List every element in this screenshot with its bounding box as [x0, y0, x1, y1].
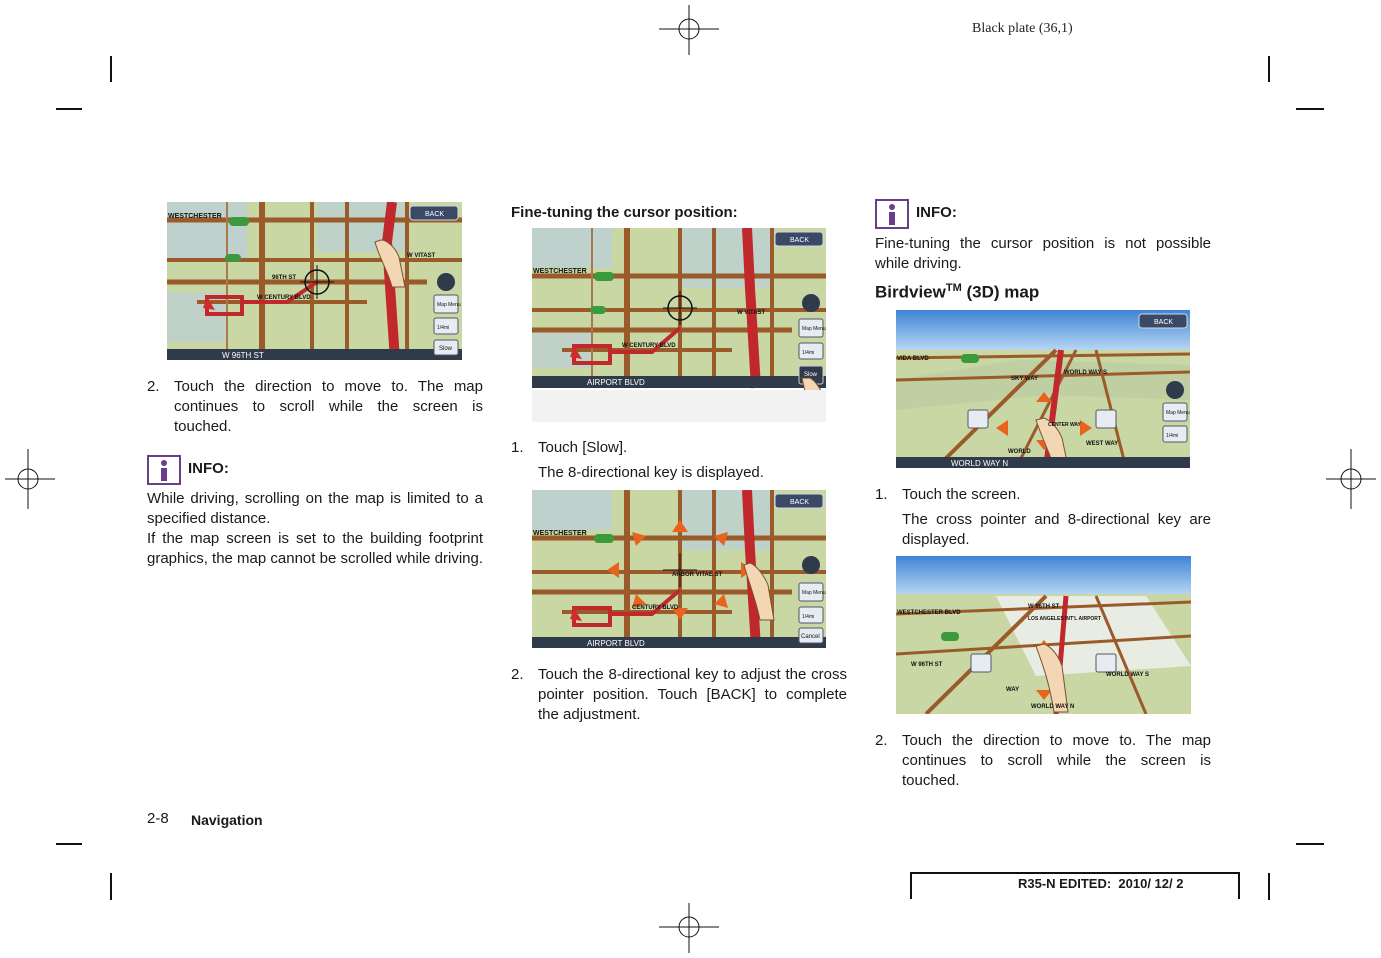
map-bottom-street: AIRPORT BLVD [587, 378, 645, 387]
map-scale-button: 1/4mi [1166, 433, 1179, 439]
map-bottom-street: WORLD WAY N [951, 459, 1009, 468]
map-bottom-street: AIRPORT BLVD [587, 639, 645, 648]
map-back-button: BACK [790, 499, 810, 506]
map-menu-button: Map Menu [1166, 410, 1190, 416]
step-text: Touch the direction to move to. The map continues to scroll while the screen is touched. [174, 378, 483, 435]
map-label-b: W 96TH ST [1028, 604, 1060, 610]
map-screenshot-slow [532, 228, 826, 422]
map-label-f: WAY [1006, 687, 1020, 693]
section-title-main: Birdview [875, 282, 946, 302]
footer-section: Navigation [191, 812, 263, 828]
step-2-birdview [875, 731, 1211, 793]
registration-mark-right [1321, 449, 1381, 509]
map-slow-button: Slow [439, 346, 453, 352]
map-label-a: VIDA BLVD [897, 356, 929, 362]
registration-mark-bottom [659, 898, 719, 958]
map-slow-button: Slow [804, 372, 818, 378]
map-label-westchester: WESTCHESTER [533, 530, 587, 537]
map-menu-button: Map Menu [802, 326, 826, 332]
info-text-2: If the map screen is set to the building footprint graphics, the map cannot be scrolled while driving. [147, 530, 484, 567]
step-text: Touch [Slow]. [538, 439, 628, 456]
step-text: Touch the 8-directional key to adjust the cross pointer position. Touch [BACK] to complete the adjustment. [538, 666, 847, 723]
step-number: 2. [147, 378, 160, 395]
map-scale-button: 1/4mi [802, 350, 815, 356]
step-number: 1. [875, 486, 888, 503]
map-scale-button: 1/4mi [802, 614, 815, 620]
map-label-a: WESTCHESTER BLVD [897, 610, 961, 616]
step-2-adjust [511, 665, 847, 727]
map-label-westchester: WESTCHESTER [533, 268, 587, 275]
map-screenshot-birdview-2 [896, 556, 1191, 714]
map-menu-button: Map Menu [437, 302, 461, 308]
step-1-touch-screen [875, 485, 1211, 507]
step-number: 1. [511, 439, 524, 456]
map-label-vista: W VITAST [737, 310, 766, 316]
step-number: 2. [511, 666, 524, 683]
plate-label: Black plate (36,1) [972, 21, 1073, 36]
map-label-century: W CENTURY BLVD [257, 295, 311, 301]
registration-mark-top [659, 0, 719, 60]
info-label: INFO: [916, 204, 957, 221]
map-label-d: CENTER WAY [1048, 422, 1081, 428]
step-1-slow [511, 438, 847, 460]
map-label-century: CENTURY BLVD [632, 605, 679, 611]
info-label: INFO: [188, 460, 229, 477]
map-label-e: WORLD WAY S [1106, 672, 1150, 678]
map-screenshot-birdview-1 [896, 310, 1190, 468]
map-screenshot-8-direction [532, 490, 826, 648]
step-text: Touch the screen. [902, 486, 1021, 503]
map-back-button: BACK [425, 211, 445, 218]
map-label-g: WORLD WAY N [1031, 704, 1075, 710]
map-label-vista: W VITAST [407, 253, 436, 259]
map-label-century: W CENTURY BLVD [622, 343, 676, 349]
map-label-96th: 96TH ST [272, 275, 297, 281]
step-number: 2. [875, 732, 888, 749]
page-number: 2-8 [147, 810, 169, 827]
map-screenshot-scroll [167, 202, 462, 360]
section-title-birdview [875, 282, 1039, 303]
map-back-button: BACK [1154, 319, 1174, 326]
trademark-sup: TM [945, 282, 962, 294]
step-1-subtext: The 8-directional key is displayed. [538, 464, 764, 481]
map-label-e: WEST WAY [1086, 441, 1119, 447]
section-title-suffix: (3D) map [961, 282, 1040, 302]
info-text: Fine-tuning the cursor position is not possible while driving. [875, 235, 1211, 272]
section-heading-fine-tuning: Fine-tuning the cursor position: [511, 204, 738, 221]
map-back-button: BACK [790, 237, 810, 244]
map-label-f: WORLD [1008, 449, 1031, 455]
map-label-c: WORLD WAY S [1064, 370, 1108, 376]
map-label-d: W 96TH ST [911, 662, 943, 668]
info-icon [147, 455, 181, 485]
map-bottom-street: W 96TH ST [222, 351, 264, 360]
map-label-arbor: ARBOR VITAE ST [672, 572, 723, 578]
step-text: Touch the direction to move to. The map continues to scroll while the screen is touched. [902, 732, 1211, 789]
footer-edited-text: R35-N EDITED: 2010/ 12/ 2 [1018, 876, 1184, 891]
map-label-westchester: WESTCHESTER [168, 213, 222, 220]
info-text-1: While driving, scrolling on the map is limited to a specified distance. [147, 490, 483, 527]
step-1-subtext: The cross pointer and 8-directional key are displayed. [902, 511, 1211, 548]
map-label-c: LOS ANGELES INT'L AIRPORT [1028, 616, 1101, 622]
map-menu-button: Map Menu [802, 590, 826, 596]
step-2-scroll [147, 377, 483, 439]
info-icon [875, 199, 909, 229]
registration-mark-left [0, 449, 60, 509]
map-cancel-button: Cancel [801, 634, 820, 640]
map-scale-button: 1/4mi [437, 325, 450, 331]
map-label-b: SKY WAY [1011, 376, 1039, 382]
